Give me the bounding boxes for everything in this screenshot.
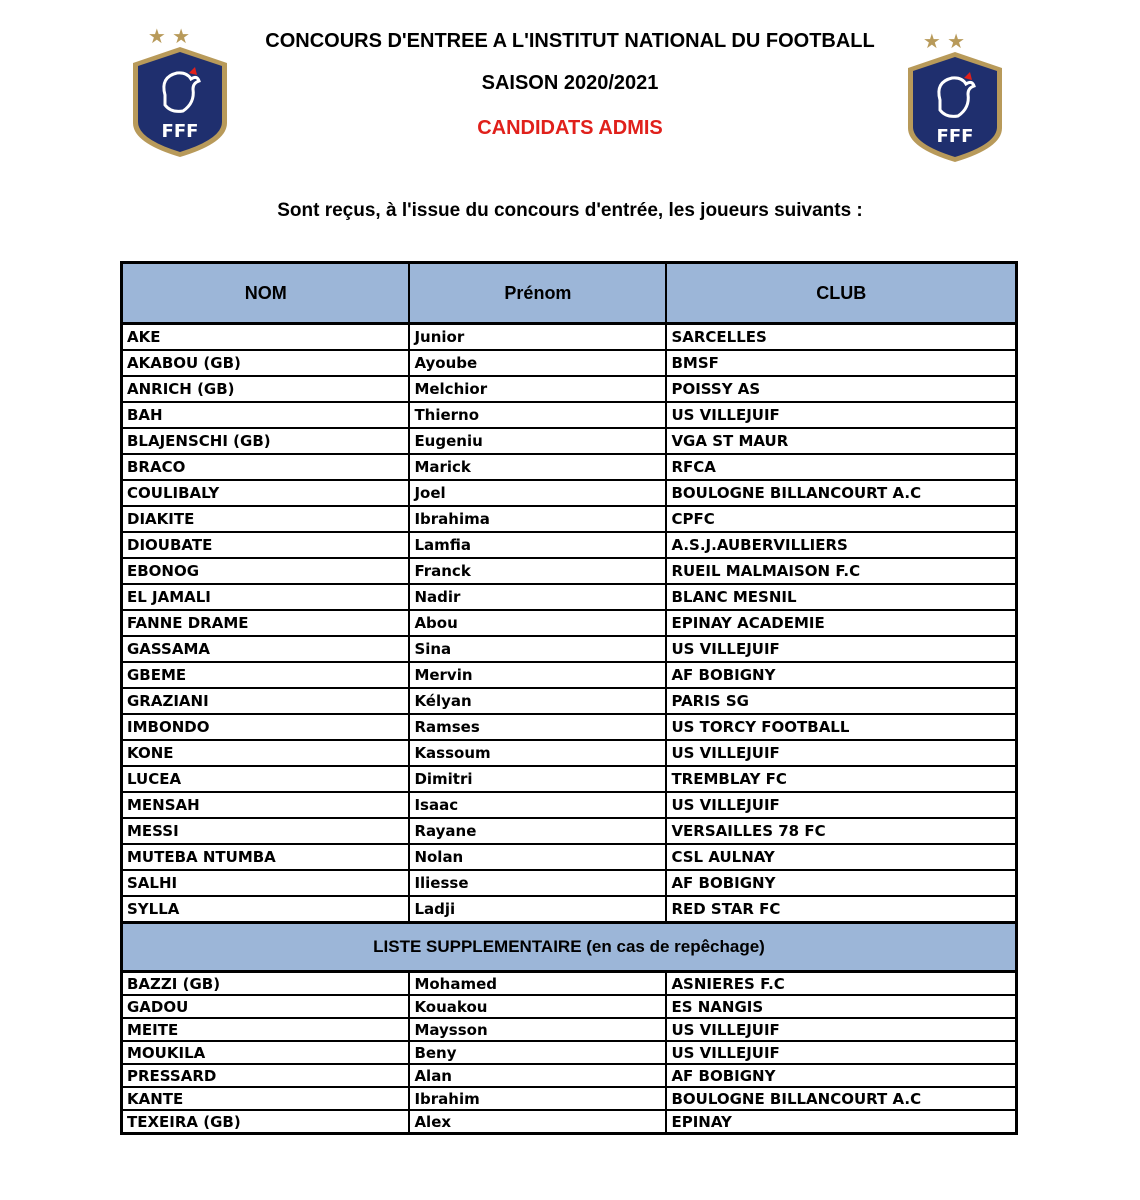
table-row — [122, 1041, 1017, 1064]
cell-prenom: Alex — [409, 1110, 666, 1134]
cell-club: EPINAY ACADEMIE — [666, 610, 1016, 636]
cell-nom: GASSAMA — [122, 636, 410, 662]
cell-nom: ANRICH (GB) — [122, 376, 410, 402]
cell-nom: MENSAH — [122, 792, 410, 818]
table-row — [122, 870, 1017, 896]
cell-prenom: Rayane — [409, 818, 666, 844]
supplementary-header-row — [122, 923, 1017, 972]
cell-prenom: Kassoum — [409, 740, 666, 766]
table-row — [122, 506, 1017, 532]
admitted-heading: CANDIDATS ADMIS — [477, 117, 663, 139]
table-row — [122, 350, 1017, 376]
cell-club: US TORCY FOOTBALL — [666, 714, 1016, 740]
svg-text:FFF: FFF — [161, 121, 199, 142]
cell-nom: GRAZIANI — [122, 688, 410, 714]
cell-club: ASNIERES F.C — [666, 972, 1016, 996]
cell-nom: BLAJENSCHI (GB) — [122, 428, 410, 454]
cell-nom: SYLLA — [122, 896, 410, 923]
table-row — [122, 740, 1017, 766]
cell-club: US VILLEJUIF — [666, 740, 1016, 766]
table-row — [122, 428, 1017, 454]
table-row — [122, 688, 1017, 714]
cell-club: VERSAILLES 78 FC — [666, 818, 1016, 844]
cell-club: BLANC MESNIL — [666, 584, 1016, 610]
cell-nom: MEITE — [122, 1018, 410, 1041]
cell-prenom: Eugeniu — [409, 428, 666, 454]
cell-nom: FANNE DRAME — [122, 610, 410, 636]
cell-nom: AKE — [122, 324, 410, 351]
table-row — [122, 402, 1017, 428]
table-row — [122, 766, 1017, 792]
cell-prenom: Ladji — [409, 896, 666, 923]
intro-text: Sont reçus, à l'issue du concours d'entrée, les joueurs suivants : — [277, 200, 863, 221]
cell-club: US VILLEJUIF — [666, 1018, 1016, 1041]
cell-club: AF BOBIGNY — [666, 1064, 1016, 1087]
table-row — [122, 714, 1017, 740]
cell-prenom: Ibrahim — [409, 1087, 666, 1110]
cell-prenom: Nadir — [409, 584, 666, 610]
cell-prenom: Kélyan — [409, 688, 666, 714]
table-row — [122, 480, 1017, 506]
table-row — [122, 844, 1017, 870]
cell-nom: DIAKITE — [122, 506, 410, 532]
table-row — [122, 636, 1017, 662]
cell-prenom: Mervin — [409, 662, 666, 688]
cell-nom: AKABOU (GB) — [122, 350, 410, 376]
cell-nom: KANTE — [122, 1087, 410, 1110]
cell-club: A.S.J.AUBERVILLIERS — [666, 532, 1016, 558]
cell-prenom: Kouakou — [409, 995, 666, 1018]
table-row — [122, 454, 1017, 480]
cell-club: CSL AULNAY — [666, 844, 1016, 870]
cell-club: RUEIL MALMAISON F.C — [666, 558, 1016, 584]
cell-club: RED STAR FC — [666, 896, 1016, 923]
cell-prenom: Melchior — [409, 376, 666, 402]
cell-prenom: Iliesse — [409, 870, 666, 896]
cell-nom: TEXEIRA (GB) — [122, 1110, 410, 1134]
cell-nom: BAH — [122, 402, 410, 428]
cell-prenom: Beny — [409, 1041, 666, 1064]
table-row — [122, 1110, 1017, 1134]
cell-club: PARIS SG — [666, 688, 1016, 714]
cell-club: BOULOGNE BILLANCOURT A.C — [666, 480, 1016, 506]
svg-text:FFF: FFF — [936, 126, 974, 147]
stars-icon: ★ ★ — [147, 25, 191, 48]
table-row — [122, 1064, 1017, 1087]
table-row — [122, 972, 1017, 996]
cell-nom: KONE — [122, 740, 410, 766]
table-row — [122, 995, 1017, 1018]
column-header-nom: NOM — [122, 263, 410, 324]
cell-nom: EL JAMALI — [122, 584, 410, 610]
cell-prenom: Ramses — [409, 714, 666, 740]
cell-nom: EBONOG — [122, 558, 410, 584]
cell-club: VGA ST MAUR — [666, 428, 1016, 454]
candidates-table — [120, 261, 1018, 1135]
table-row — [122, 376, 1017, 402]
cell-prenom: Isaac — [409, 792, 666, 818]
cell-prenom: Ibrahima — [409, 506, 666, 532]
cell-prenom: Alan — [409, 1064, 666, 1087]
cell-prenom: Junior — [409, 324, 666, 351]
cell-club: POISSY AS — [666, 376, 1016, 402]
cell-nom: MUTEBA NTUMBA — [122, 844, 410, 870]
supplementary-title: LISTE SUPPLEMENTAIRE (en cas de repêchage) — [122, 923, 1017, 972]
cell-nom: BAZZI (GB) — [122, 972, 410, 996]
supplementary-rows — [122, 972, 1017, 1134]
cell-prenom: Thierno — [409, 402, 666, 428]
table-row — [122, 324, 1017, 351]
cell-club: EPINAY — [666, 1110, 1016, 1134]
cell-club: SARCELLES — [666, 324, 1016, 351]
cell-club: AF BOBIGNY — [666, 870, 1016, 896]
table-row — [122, 818, 1017, 844]
admitted-rows — [122, 324, 1017, 923]
cell-prenom: Mohamed — [409, 972, 666, 996]
table-row — [122, 558, 1017, 584]
cell-club: BMSF — [666, 350, 1016, 376]
season-label: SAISON 2020/2021 — [481, 72, 659, 94]
cell-club: US VILLEJUIF — [666, 792, 1016, 818]
cell-nom: IMBONDO — [122, 714, 410, 740]
cell-prenom: Maysson — [409, 1018, 666, 1041]
column-header-club: CLUB — [666, 263, 1016, 324]
cell-prenom: Joel — [409, 480, 666, 506]
cell-nom: COULIBALY — [122, 480, 410, 506]
cell-club: AF BOBIGNY — [666, 662, 1016, 688]
table-row — [122, 896, 1017, 923]
cell-prenom: Lamfia — [409, 532, 666, 558]
cell-prenom: Sina — [409, 636, 666, 662]
table-row — [122, 584, 1017, 610]
cell-club: US VILLEJUIF — [666, 1041, 1016, 1064]
table-header-row — [122, 263, 1017, 324]
table-row — [122, 1087, 1017, 1110]
cell-prenom: Abou — [409, 610, 666, 636]
cell-nom: GADOU — [122, 995, 410, 1018]
cell-nom: DIOUBATE — [122, 532, 410, 558]
cell-prenom: Marick — [409, 454, 666, 480]
cell-club: CPFC — [666, 506, 1016, 532]
cell-club: RFCA — [666, 454, 1016, 480]
cell-nom: BRACO — [122, 454, 410, 480]
cell-prenom: Ayoube — [409, 350, 666, 376]
table-row — [122, 532, 1017, 558]
cell-nom: LUCEA — [122, 766, 410, 792]
table-row — [122, 1018, 1017, 1041]
cell-nom: GBEME — [122, 662, 410, 688]
cell-nom: MESSI — [122, 818, 410, 844]
cell-prenom: Dimitri — [409, 766, 666, 792]
cell-club: US VILLEJUIF — [666, 402, 1016, 428]
cell-prenom: Nolan — [409, 844, 666, 870]
cell-nom: MOUKILA — [122, 1041, 410, 1064]
table-row — [122, 792, 1017, 818]
cell-club: TREMBLAY FC — [666, 766, 1016, 792]
column-header-prenom: Prénom — [409, 263, 666, 324]
cell-club: US VILLEJUIF — [666, 636, 1016, 662]
cell-prenom: Franck — [409, 558, 666, 584]
cell-nom: PRESSARD — [122, 1064, 410, 1087]
cell-club: ES NANGIS — [666, 995, 1016, 1018]
cell-club: BOULOGNE BILLANCOURT A.C — [666, 1087, 1016, 1110]
cell-nom: SALHI — [122, 870, 410, 896]
document-title: CONCOURS D'ENTREE A L'INSTITUT NATIONAL DU FOOTBALL — [265, 30, 875, 52]
table-row — [122, 662, 1017, 688]
table-row — [122, 610, 1017, 636]
stars-icon: ★ ★ — [922, 30, 966, 53]
